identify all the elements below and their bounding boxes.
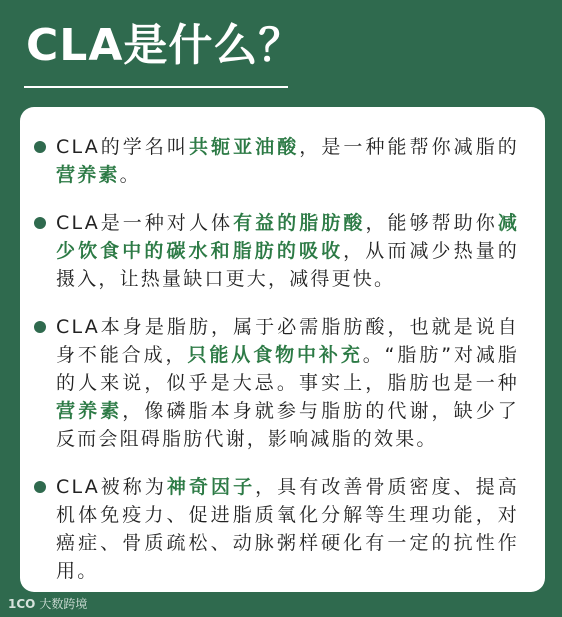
- item-text: [56, 209, 519, 293]
- bullet-icon: [34, 217, 46, 229]
- text-segment: CLA是一种对人体: [56, 212, 234, 234]
- text-segment: ，具有改善骨质密度、提高机体免疫力、促进脂质氧化分解等生理功能，对癌症、骨质疏松、动脉粥样硬化有一定的抗性作用。: [56, 476, 519, 582]
- highlight-segment: 有益的脂肪酸: [233, 212, 366, 234]
- item-text: [56, 473, 519, 585]
- page-title: CLA是什么？: [26, 20, 304, 71]
- content-card: [20, 107, 545, 592]
- brand-name: 大数跨境: [39, 597, 88, 611]
- text-segment: ，从而减少热量的摄入，让热量缺口更大，减得更快。: [56, 240, 519, 290]
- text-segment: CLA本身是脂肪，属于必需脂肪酸，也就是说自身不能合成，: [56, 316, 519, 366]
- text-segment: 。“脂肪”对减脂的人来说，似乎是大忌。事实上，脂肪也是一种: [56, 344, 520, 394]
- bullet-icon: [34, 481, 46, 493]
- highlight-segment: 只能从食物中补充: [187, 344, 363, 366]
- text-segment: ，像磷脂本身就参与脂肪的代谢，缺少了反而会阻碍脂肪代谢，影响减脂的效果。: [56, 400, 519, 450]
- list-item: [34, 473, 519, 585]
- highlight-segment: 减少饮食中的碳水和脂肪的吸收: [56, 212, 520, 262]
- list-item: [34, 209, 519, 293]
- brand-logo-icon: [8, 597, 35, 611]
- item-text: [56, 313, 519, 453]
- title-underline: [24, 86, 288, 88]
- text-segment: ，能够帮助你: [365, 212, 498, 234]
- text-segment: CLA被称为: [56, 476, 167, 498]
- highlight-segment: 共轭亚油酸: [188, 136, 300, 158]
- watermark: [8, 597, 87, 611]
- text-segment: ，是一种能帮你减脂的: [299, 136, 519, 158]
- highlight-segment: 营养素: [56, 400, 123, 422]
- list-item: [34, 133, 519, 189]
- highlight-segment: 神奇因子: [166, 476, 256, 498]
- text-segment: CLA的学名叫: [56, 136, 189, 158]
- list-item: [34, 313, 519, 453]
- text-segment: 。: [119, 164, 141, 186]
- brand-logo-text: 1CO: [8, 597, 36, 611]
- bullet-icon: [34, 321, 46, 333]
- highlight-segment: 营养素: [56, 164, 120, 186]
- item-text: [56, 133, 519, 189]
- bullet-icon: [34, 141, 46, 153]
